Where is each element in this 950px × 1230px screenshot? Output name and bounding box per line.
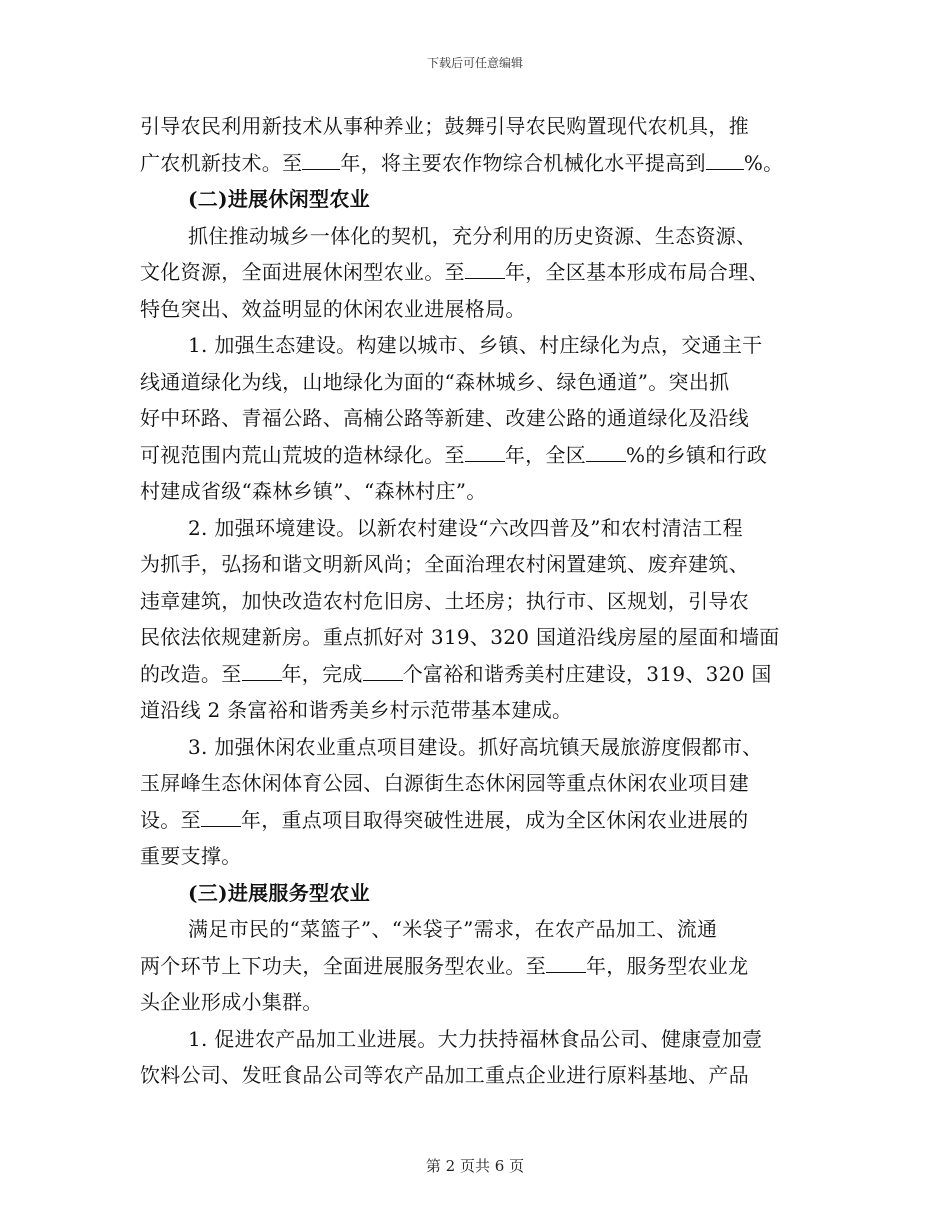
text-line xyxy=(140,656,820,693)
text-line: 村建成省级“森林乡镇”、“森林村庄”。 xyxy=(140,479,487,503)
fill-in-blank xyxy=(465,443,505,462)
text-line: 头企业形成小集群。 xyxy=(140,990,323,1014)
fill-in-blank xyxy=(706,151,744,170)
text-line: 抓住推动城乡一体化的契机，充分利用的历史资源、生态资源、 xyxy=(188,223,757,248)
fill-in-blank xyxy=(465,260,505,279)
text-segment: 年，服务型农业龙 xyxy=(586,953,749,978)
text-segment: 的改造。至 xyxy=(140,661,242,686)
text-line: 玉屏峰生态休闲体育公园、白源街生态休闲园等重点休闲农业项目建 xyxy=(140,771,749,795)
text-segment: 年，完成 xyxy=(281,661,363,686)
text-line xyxy=(140,948,820,985)
text-segment: %。 xyxy=(743,150,784,175)
text-line: 为抓手，弘扬和谐文明新风尚；全面治理农村闲置建筑、废弃建筑、 xyxy=(140,552,749,576)
text-segment: 年，全区 xyxy=(504,442,587,467)
fill-in-blank xyxy=(546,954,586,973)
fill-in-blank xyxy=(201,808,241,827)
text-segment: %的乡镇和行政 xyxy=(626,442,768,467)
text-line: 道沿线 2 条富裕和谐秀美乡村示范带基本建成。 xyxy=(140,698,573,722)
text-line: 引导农民利用新技术从事种养业；鼓舞引导农民购置现代农机具，推 xyxy=(140,114,749,138)
text-line: 违章建筑，加快改造农村危旧房、土坯房；执行市、区规划，引导农 xyxy=(140,588,749,613)
fill-in-blank xyxy=(242,662,282,681)
text-line: 满足市民的“菜篮子”、“米袋子”需求，在农产品加工、流通 xyxy=(188,917,718,941)
text-line: 1. 促进农产品加工业进展。大力扶持福林食品公司、健康壹加壹 xyxy=(188,1026,763,1051)
text-segment: 两个环节上下功夫，全面进展服务型农业。至 xyxy=(140,953,546,978)
section-heading: (三)进展服务型农业 xyxy=(188,880,370,905)
text-segment: 个富裕和谐秀美村庄建设，319、320 国 xyxy=(402,661,772,686)
text-segment: 广农机新技术。至 xyxy=(140,150,303,175)
fill-in-blank xyxy=(302,151,340,170)
page-number: 第 2 页共 6 页 xyxy=(425,1157,525,1175)
text-line xyxy=(140,802,820,839)
text-segment: 设。至 xyxy=(140,807,201,832)
text-line: 2. 加强环境建设。以新农村建设“六改四普及”和农村清洁工程 xyxy=(188,515,743,540)
text-line xyxy=(140,145,820,182)
fill-in-blank xyxy=(586,443,626,462)
text-segment: 年，重点项目取得突破性进展，成为全区休闲农业进展的 xyxy=(240,807,749,832)
text-line: 3. 加强休闲农业重点项目建设。抓好高坑镇天晟旅游度假都市、 xyxy=(188,734,763,759)
text-line: 好中环路、青福公路、高楠公路等新建、改建公路的通道绿化及沿线 xyxy=(140,406,749,430)
text-line: 线通道绿化为线，山地绿化为面的“森林城乡、绿色通道”。突出抓 xyxy=(140,369,730,394)
text-line xyxy=(140,254,820,291)
document-body xyxy=(140,108,820,1094)
text-line: 饮料公司、发旺食品公司等农产品加工重点企业进行原料基地、产品 xyxy=(140,1063,749,1087)
text-segment: 年，将主要农作物综合机械化水平提高到 xyxy=(340,150,706,175)
text-line xyxy=(140,437,820,474)
section-heading: (二)进展休闲型农业 xyxy=(188,187,370,211)
text-segment: 年，全区基本形成布局合理、 xyxy=(504,260,769,284)
fill-in-blank xyxy=(363,662,403,681)
text-segment: 文化资源，全面进展休闲型农业。至 xyxy=(140,260,465,284)
text-line: 1. 加强生态建设。构建以城市、乡镇、村庄绿化为点，交通主干 xyxy=(188,333,763,357)
page-header-note: 下载后可任意编辑 xyxy=(426,56,523,70)
text-line: 民依法依规建新房。重点抓好对 319、320 国道沿线房屋的屋面和墙面 xyxy=(140,625,780,649)
text-line: 重要支撑。 xyxy=(140,844,242,868)
text-segment: 可视范围内荒山荒坡的造林绿化。至 xyxy=(140,442,465,467)
text-line: 特色突出、效益明显的休闲农业进展格局。 xyxy=(140,296,526,321)
